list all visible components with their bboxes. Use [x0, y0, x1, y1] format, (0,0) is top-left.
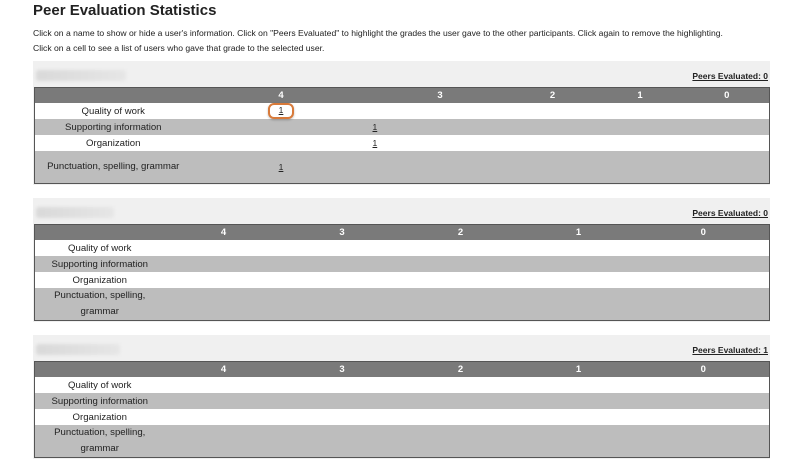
grade-count-highlighted[interactable]: 1 [268, 103, 295, 119]
criterion-label: Quality of work [35, 377, 165, 393]
criteria-column-header [35, 362, 165, 378]
grade-cell[interactable] [283, 409, 402, 425]
grade-cell[interactable] [371, 135, 510, 151]
grade-cell[interactable] [165, 256, 283, 272]
grades-table [34, 361, 770, 458]
criterion-label: Organization [35, 135, 192, 151]
table-row [35, 409, 770, 425]
peers-evaluated-link[interactable]: Peers Evaluated: 0 [692, 208, 768, 218]
grade-cell[interactable] [685, 103, 770, 119]
grade-header-3: 3 [283, 362, 402, 378]
grade-cell[interactable] [283, 272, 402, 288]
grade-header-0: 0 [638, 225, 770, 241]
criterion-label: Punctuation, spelling, grammar [35, 151, 192, 184]
criterion-label: Organization [35, 272, 165, 288]
grade-cell[interactable] [402, 240, 520, 256]
table-row [35, 103, 770, 119]
grade-cell[interactable] [685, 151, 770, 184]
grade-header-2: 2 [402, 362, 520, 378]
user-section-2 [33, 198, 770, 322]
grade-cell[interactable] [596, 151, 685, 184]
grade-cell[interactable] [283, 288, 402, 321]
grade-cell[interactable] [510, 103, 596, 119]
grade-cell[interactable] [402, 377, 520, 393]
grade-cell[interactable] [165, 288, 283, 321]
table-row [35, 377, 770, 393]
grade-header-4: 4 [165, 362, 283, 378]
page-title: Peer Evaluation Statistics [33, 2, 217, 19]
grade-header-3: 3 [283, 225, 402, 241]
peers-evaluated-link[interactable]: Peers Evaluated: 0 [692, 71, 768, 81]
table-row [35, 288, 770, 321]
grade-cell[interactable] [685, 135, 770, 151]
peers-evaluated-link[interactable]: Peers Evaluated: 1 [692, 345, 768, 355]
instructions-line-2: Click on a cell to see a list of users who gave that grade to the selected user. [33, 43, 325, 53]
grade-header-4: 4 [165, 225, 283, 241]
grade-cell[interactable] [402, 256, 520, 272]
grade-cell[interactable] [165, 272, 283, 288]
grade-cell[interactable] [596, 135, 685, 151]
table-row [35, 256, 770, 272]
user-name-blurred[interactable] [36, 207, 114, 218]
grade-count[interactable]: 1 [372, 121, 378, 132]
user-name-blurred[interactable] [36, 70, 126, 81]
user-section-header [33, 335, 770, 361]
criterion-label: Supporting information [35, 256, 165, 272]
grade-cell[interactable] [596, 103, 685, 119]
user-section-1 [33, 61, 770, 185]
grade-cell[interactable] [192, 103, 371, 119]
grade-cell[interactable] [520, 393, 638, 409]
grade-header-1: 1 [596, 88, 685, 104]
grade-cell[interactable] [510, 119, 596, 135]
grade-cell[interactable] [685, 119, 770, 135]
grade-header-1: 1 [520, 225, 638, 241]
grade-header-3: 3 [371, 88, 510, 104]
grade-cell[interactable] [638, 425, 770, 458]
grade-cell[interactable] [638, 377, 770, 393]
grades-table [34, 224, 770, 321]
criterion-label: Organization [35, 409, 165, 425]
criterion-label: Punctuation, spelling, grammar [35, 425, 165, 458]
grade-count[interactable]: 1 [372, 137, 378, 148]
grade-cell[interactable] [520, 377, 638, 393]
user-section-3 [33, 335, 770, 459]
grade-cell[interactable] [596, 119, 685, 135]
grade-cell[interactable] [510, 151, 596, 184]
grade-cell[interactable] [192, 135, 371, 151]
user-section-header [33, 198, 770, 224]
criterion-label: Quality of work [35, 240, 165, 256]
grade-cell[interactable] [520, 425, 638, 458]
grade-cell[interactable] [283, 393, 402, 409]
grade-cell[interactable] [638, 409, 770, 425]
grade-cell[interactable] [520, 409, 638, 425]
grade-header-0: 0 [685, 88, 770, 104]
table-row [35, 151, 770, 184]
table-row [35, 393, 770, 409]
grade-cell[interactable] [165, 240, 283, 256]
table-row [35, 119, 770, 135]
table-row [35, 240, 770, 256]
grade-cell[interactable] [165, 409, 283, 425]
grade-cell[interactable] [192, 119, 371, 135]
user-name-blurred[interactable] [36, 344, 120, 355]
grade-cell[interactable] [638, 272, 770, 288]
grade-cell[interactable] [283, 425, 402, 458]
grade-cell[interactable] [192, 151, 371, 184]
grade-cell[interactable] [165, 393, 283, 409]
grade-count[interactable]: 1 [278, 161, 284, 172]
table-row [35, 425, 770, 458]
grades-table [34, 87, 770, 184]
grade-header-4: 4 [192, 88, 371, 104]
grade-cell[interactable] [402, 393, 520, 409]
grade-header-0: 0 [638, 362, 770, 378]
grade-cell[interactable] [371, 151, 510, 184]
grade-cell[interactable] [283, 256, 402, 272]
criterion-label: Supporting information [35, 393, 165, 409]
instructions [33, 26, 793, 56]
table-row [35, 272, 770, 288]
grade-cell[interactable] [638, 288, 770, 321]
grade-cell[interactable] [520, 240, 638, 256]
user-section-header [33, 61, 770, 87]
criteria-column-header [35, 88, 192, 104]
grade-cell[interactable] [165, 377, 283, 393]
criterion-label: Quality of work [35, 103, 192, 119]
grade-cell[interactable] [402, 288, 520, 321]
grade-cell[interactable] [402, 425, 520, 458]
grade-cell[interactable] [402, 272, 520, 288]
grade-cell[interactable] [283, 377, 402, 393]
criteria-column-header [35, 225, 165, 241]
grade-cell[interactable] [165, 425, 283, 458]
grade-cell[interactable] [638, 256, 770, 272]
grade-cell[interactable] [402, 409, 520, 425]
grade-cell[interactable] [371, 119, 510, 135]
grade-cell[interactable] [371, 103, 510, 119]
instructions-line-1: Click on a name to show or hide a user's information. Click on "Peers Evaluated" to highlight the grades the user gave to the other participants. Click again to remove the highlighting. [33, 28, 723, 38]
grade-cell[interactable] [638, 240, 770, 256]
grade-header-1: 1 [520, 362, 638, 378]
grade-cell[interactable] [510, 135, 596, 151]
grade-header-2: 2 [510, 88, 596, 104]
grade-cell[interactable] [520, 256, 638, 272]
table-row [35, 135, 770, 151]
grade-cell[interactable] [520, 288, 638, 321]
grade-cell[interactable] [520, 272, 638, 288]
grade-cell[interactable] [638, 393, 770, 409]
criterion-label: Supporting information [35, 119, 192, 135]
grade-cell[interactable] [283, 240, 402, 256]
grade-header-2: 2 [402, 225, 520, 241]
criterion-label: Punctuation, spelling, grammar [35, 288, 165, 321]
